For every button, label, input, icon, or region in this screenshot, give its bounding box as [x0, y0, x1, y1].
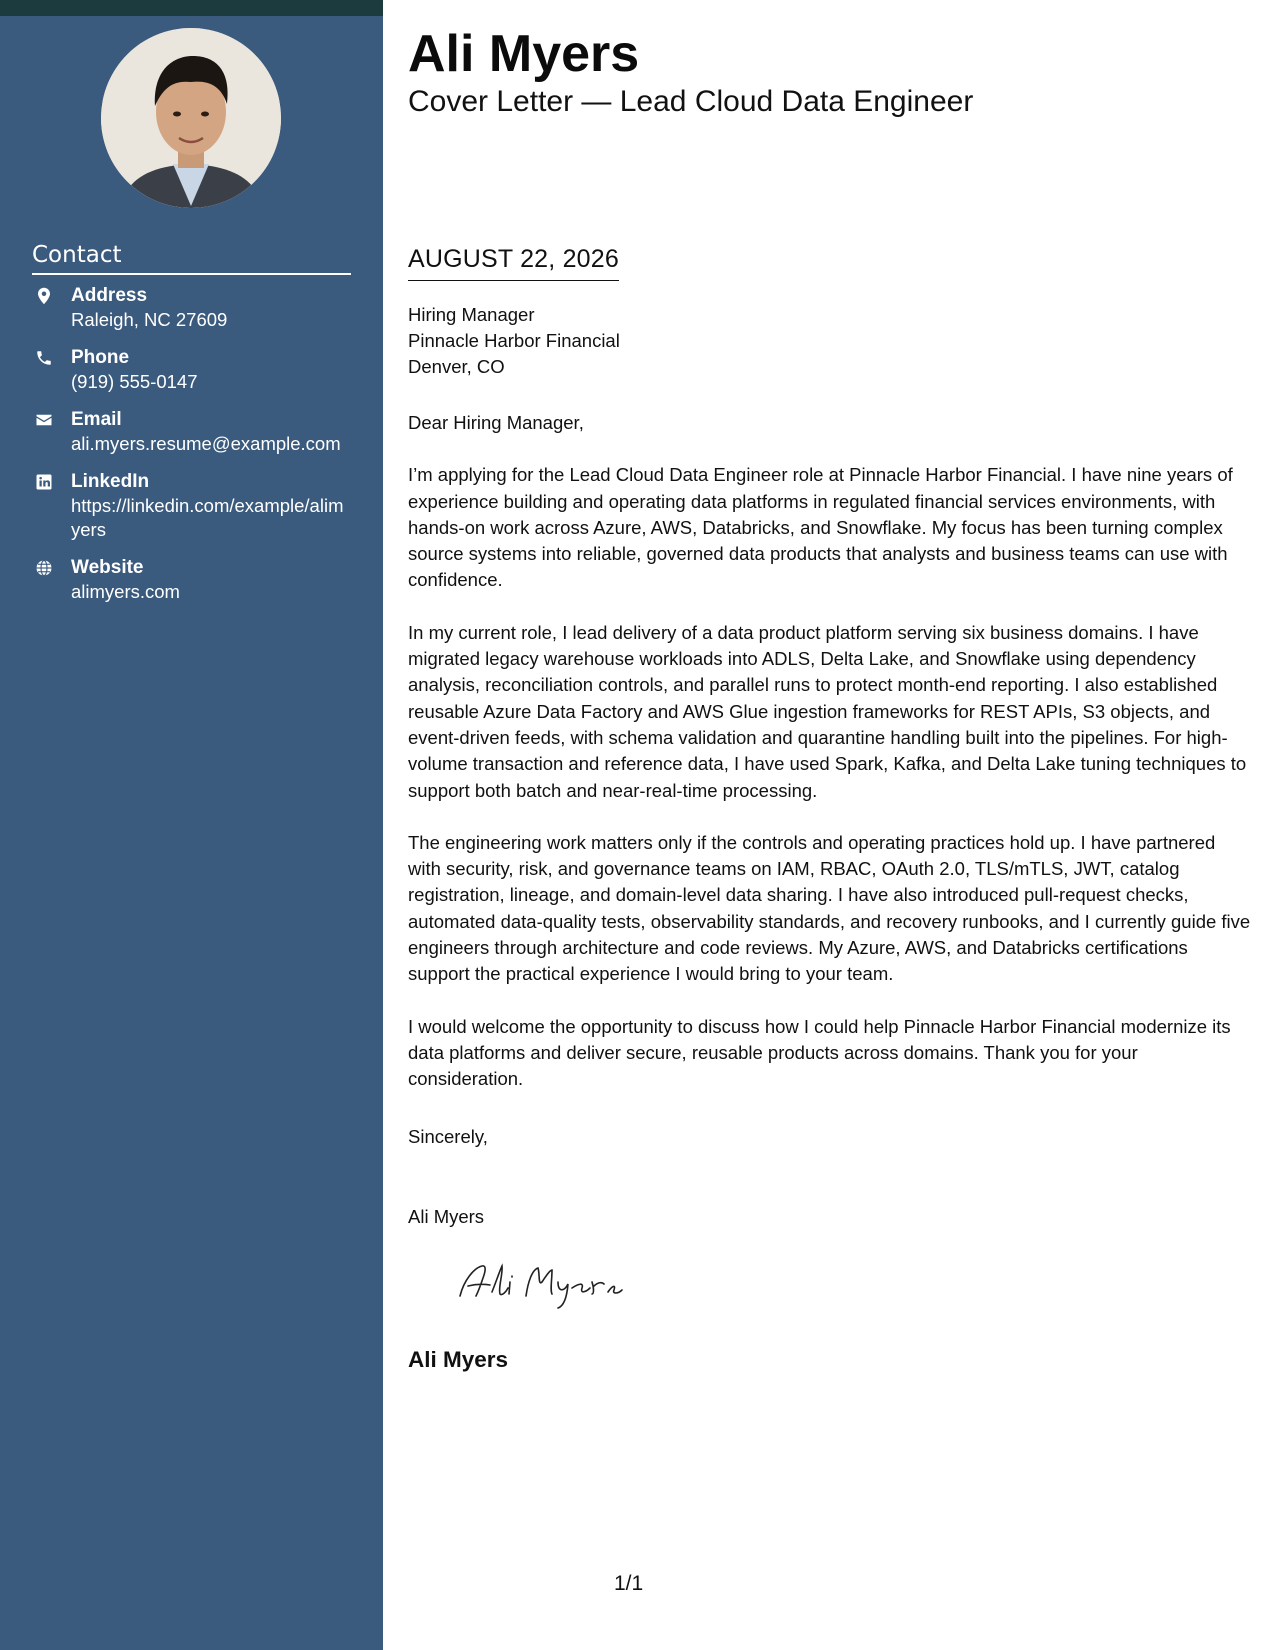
contact-list — [32, 284, 352, 618]
recipient-line: Pinnacle Harbor Financial — [408, 330, 620, 351]
map-pin-icon — [35, 287, 53, 305]
signer-name: Ali Myers — [408, 1206, 485, 1227]
phone-icon — [35, 349, 53, 367]
contact-item-phone — [32, 346, 352, 394]
contact-item-email — [32, 408, 352, 456]
profile-photo — [101, 28, 281, 208]
email-value[interactable]: ali.myers.resume@example.com — [71, 433, 341, 454]
body-paragraph: I’m applying for the Lead Cloud Data Engineer role at Pinnacle Harbor Financial. I have nine years of experience building and operating data platforms in regulated financial services environments, with hands-on work across Azure, AWS, Databricks, and Snowflake. My focus has been turning complex source systems into reliable, governed data products that analysts and business teams can use with confidence. — [408, 464, 1233, 591]
recipient-line: Hiring Manager — [408, 304, 535, 325]
salutation: Dear Hiring Manager, — [408, 412, 584, 433]
linkedin-icon — [35, 473, 53, 491]
envelope-icon — [35, 411, 53, 429]
website-value[interactable]: alimyers.com — [71, 581, 180, 602]
website-label: Website — [71, 557, 144, 578]
body-paragraph: In my current role, I lead delivery of a data product platform serving six business domains. I have migrated legacy warehouse workloads into ADLS, Delta Lake, and Snowflake using dependency analysis, reconciliation controls, and parallel runs to protect month-end reporting. I also established reusable Azure Data Factory and AWS Glue ingestion frameworks for REST APIs, S3 objects, and event-driven feeds, with schema validation and quarantine handling built into the pipelines. For high-volume transaction and reference data, I have used Spark, Kafka, and Delta Lake tuning techniques to support both batch and near-real-time processing. — [408, 621, 1247, 801]
phone-label: Phone — [71, 347, 130, 368]
recipient-line: Denver, CO — [408, 356, 505, 377]
phone-value[interactable]: (919) 555-0147 — [71, 371, 198, 392]
signer-name-bold: Ali Myers — [408, 1347, 509, 1372]
globe-icon — [35, 559, 53, 577]
contact-item-website — [32, 556, 352, 604]
contact-item-address — [32, 284, 352, 332]
address-label: Address — [71, 285, 148, 306]
candidate-name: Ali Myers — [408, 25, 640, 83]
address-value: Raleigh, NC 27609 — [71, 309, 228, 330]
closing: Sincerely, — [408, 1126, 488, 1147]
avatar — [101, 28, 281, 208]
sidebar-top-bar — [0, 0, 383, 16]
linkedin-label: LinkedIn — [71, 471, 150, 492]
sidebar — [0, 0, 383, 1650]
letter-date: AUGUST 22, 2026 — [408, 244, 619, 281]
contact-heading: Contact — [32, 240, 351, 275]
handwritten-signature — [446, 1252, 636, 1312]
contact-item-linkedin — [32, 470, 352, 542]
document-subtitle: Cover Letter — Lead Cloud Data Engineer — [408, 85, 974, 118]
linkedin-value[interactable]: https://linkedin.com/example/alimyers — [71, 495, 344, 540]
body-paragraph: I would welcome the opportunity to discuss how I could help Pinnacle Harbor Financial modernize its data platforms and deliver secure, reusable products across domains. Thank you for your consideration. — [408, 1015, 1231, 1090]
recipient-block — [408, 302, 620, 380]
page-number: 1/1 — [614, 1572, 644, 1595]
email-label: Email — [71, 409, 122, 430]
body-paragraph: The engineering work matters only if the controls and operating practices hold up. I have partnered with security, risk, and governance teams on IAM, RBAC, OAuth 2.0, TLS/mTLS, JWT, catalog registration, lineage, and domain-level data sharing. I have also introduced pull-request checks, automated data-quality tests, observability standards, and recovery runbooks, and I currently guide five engineers through architecture and code reviews. My Azure, AWS, and Databricks certifications support the practical experience I would bring to your team. — [408, 831, 1251, 985]
letter-body — [408, 410, 1253, 1119]
